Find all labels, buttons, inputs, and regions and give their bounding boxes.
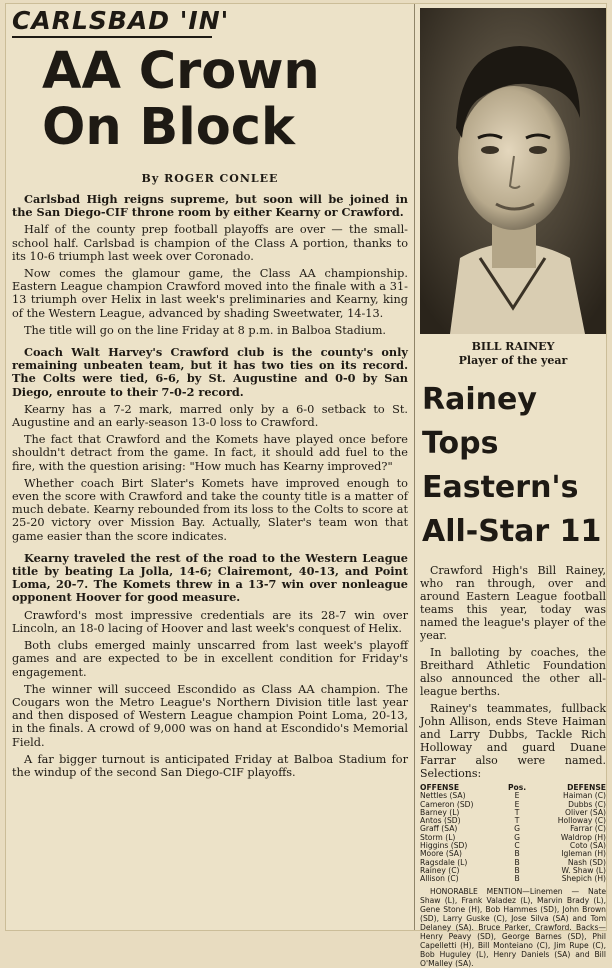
offense-cell: Higgins (SD) [420,841,468,851]
pos-cell: B [514,857,520,867]
byline: By ROGER CONLEE [141,172,279,185]
sidebar-headline-line-1: Rainey Tops [422,382,537,461]
pos-cell: B [514,865,520,875]
defense-cell: Farrar (C) [570,824,606,834]
headline-line-1: AA Crown [42,42,320,101]
defense-header: DEFENSE [567,783,606,792]
caption-name: BILL RAINEY [471,340,555,353]
paragraph-10: Crawford's most impressive credentials are its 28-7 win over Lincoln, an 18-0 lacing of Hoover and last week's conquest of Helix. [12,608,408,635]
pos-cell: G [514,824,520,834]
pos-cell: T [514,816,520,826]
photo-caption [420,340,606,368]
defense-cell: Shepich (H) [561,874,606,884]
pos-cell: C [514,841,520,851]
column-divider [414,4,415,930]
paragraph-3: Now comes the glamour game, the Class AA championship. Eastern League champion Crawford moved into the finale with a 31-13 triumph over Helix in last week's preliminaries and Kearny, king of the Western League, advanced by shading Sweetwater, 14-13. [12,267,408,320]
sidebar-headline-line-2: Eastern's [422,470,579,505]
paragraph-7: The fact that Crawford and the Komets have played once before shouldn't detract from the game. In fact, it should add fuel to the fire, with the question arising: "How much has Kearny improved?" [12,433,408,473]
paragraph-12: The winner will succeed Escondido as Class AA champion. The Cougars won the Metro League's Northern Division title last year and then disposed of Western League champion Point Loma, 20-13, in the finals. A crowd of 9,000 was on hand at Escondido's Memorial Field. [12,682,408,749]
selections-body [420,792,606,883]
paragraph-5: Coach Walt Harvey's Crawford club is the county's only remaining unbeaten team, but it has two ties on its record. The Colts were tied, 6-6, by St. Augustine and 0-0 by San Diego, enroute to their 7-0-2 record. [12,345,408,399]
headline-line-2: On Block [42,98,295,157]
paragraph-2: Half of the county prep football playoffs are over — the small-school half. Carlsbad is champion of the Class A portion, thanks to its 10-6 triumph last week over Coronado. [12,223,408,263]
offense-cell: Ragsdale (L) [420,857,468,867]
paragraph-1: Carlsbad High reigns supreme, but soon will be joined in the San Diego-CIF throne room by either Kearny or Crawford. [12,192,408,220]
offense-cell: Cameron (SD) [420,799,474,809]
caption-title: Player of the year [458,354,568,367]
offense-cell: Storm (L) [420,832,456,842]
pos-cell: B [514,874,520,884]
defense-cell: W. Shaw (L) [561,865,606,875]
honorable-mention: HONORABLE MENTION—Linemen — Nate Shaw (L), Frank Valadez (L), Marvin Brady (L), Gene Stone (H), Bob Hammes (SD), John Brown (SD), Larry Guske (C), Jose Silva (SA) and Tom Delaney (SA). Bruce Parker, Crawford. Backs—Henry Peavy (SD), George Barnes (SD), Phil Capelletti (H), Bill Monteiano (C), Jim Rupe (C), Bob Huguley (L), Henry Daniels (SA) and Bill O'Malley (SA). [420,886,606,968]
table-row [420,875,606,883]
defense-cell: Dubbs (C) [568,799,606,809]
kicker-rule [12,36,212,38]
paragraph-4: The title will go on the line Friday at 8 p.m. in Balboa Stadium. [24,323,387,337]
defense-cell: Waldrop (H) [560,832,606,842]
offense-cell: Rainey (C) [420,865,460,875]
paragraph-8: Whether coach Birt Slater's Komets have improved enough to even the score with Crawford and take the county title is a matter of much debate. Kearny rebounded from its loss to the Colts to score at 25-20 victory over Mission Bay. Actually, Slater's team won that game easier than the score indicates. [12,476,408,543]
paragraph-6: Kearny has a 7-2 mark, marred only by a 6-0 setback to St. Augustine and an early-season 13-0 loss to Crawford. [12,402,408,430]
offense-cell: Moore (SA) [420,849,462,859]
kicker: CARLSBAD 'IN' [12,6,230,35]
sidebar-paragraph-2: In balloting by coaches, the Breithard Athletic Foundation also announced the other all-league berths. [420,646,606,698]
offense-header: OFFENSE [420,783,460,792]
defense-cell: Igleman (H) [561,849,606,859]
selections-table [420,784,606,884]
newspaper-clipping [6,4,606,968]
paragraph-13: A far bigger turnout is anticipated Friday at Balboa Stadium for the windup of the second San Diego-CIF playoffs. [12,752,408,779]
offense-cell: Allison (C) [420,874,459,884]
offense-cell: Nettles (SA) [420,791,466,801]
defense-cell: Haiman (C) [563,791,606,801]
defense-cell: Nash (SD) [567,857,606,867]
article-body [12,193,408,779]
paragraph-9: Kearny traveled the rest of the road to the Western League title by beating La Jolla, 14-6; Clairemont, 40-13, and Point Loma, 20-7. The Komets threw in a 13-7 win over nonleague opponent Hoover for good measure. [12,550,408,605]
main-article [12,4,408,783]
sidebar-headline [422,378,606,554]
pos-header: Pos. [507,783,527,792]
sidebar-paragraph-1: Crawford High's Bill Rainey, who ran through, over and around Eastern League football teams this year, today was named the league's player of the year. [420,564,606,642]
offense-cell: Barney (L) [420,807,460,817]
offense-cell: Graff (SA) [420,824,458,834]
portrait-illustration [420,8,606,334]
sidebar-article [420,4,606,968]
portrait-photo [420,8,606,334]
pos-cell: E [514,791,520,801]
offense-cell: Antos (SD) [420,816,461,826]
defense-cell: Holloway (C) [557,816,606,826]
pos-cell: E [514,799,520,809]
sidebar-headline-line-3: All-Star 11 [422,514,602,549]
defense-cell: Coto (SA) [569,841,606,851]
paragraph-11: Both clubs emerged mainly unscarred from last week's playoff games and are expected to be in excellent condition for Friday's engagement. [12,639,408,679]
pos-cell: T [514,807,520,817]
sidebar-paragraph-3: Rainey's teammates, fullback John Allison, ends Steve Haiman and Larry Dubbs, Tackle Rich Holloway and guard Duane Farrar also were named. Selections: [420,702,606,780]
defense-cell: Oliver (SA) [565,807,606,817]
pos-cell: G [514,832,520,842]
pos-cell: B [514,849,520,859]
